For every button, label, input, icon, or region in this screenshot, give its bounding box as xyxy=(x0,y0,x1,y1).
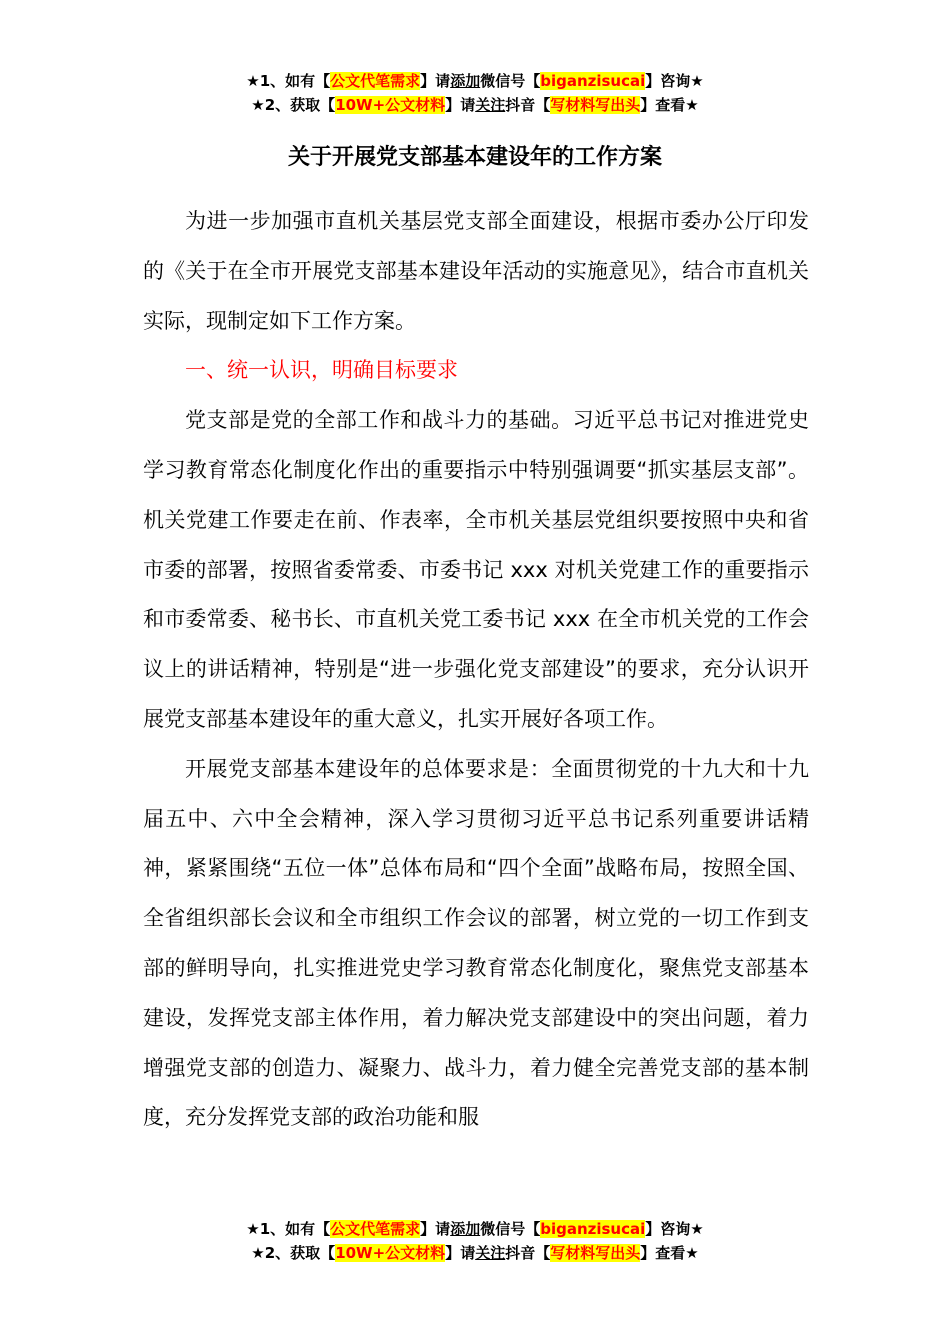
promo-text: 】请 xyxy=(445,96,476,114)
body-paragraph: 开展党支部基本建设年的总体要求是：全面贯彻党的十九大和十九届五中、六中全会精神，深入学习贯彻习近平总书记系列重要讲话精神，紧紧围绕“五位一体”总体布局和“四个全面”战略布局，按照全国、全省组织部长会议和全市组织工作会议的部署，树立党的一切工作到支部的鲜明导向，扎实推进党史学习教育常态化制度化，聚焦党支部基本建设，发挥党支部主体作用，着力解决党支部建设中的突出问题，着力增强党支部的创造力、凝聚力、战斗力，着力健全完善党支部的基本制度，充分发挥党支部的政治功能和服 xyxy=(143,756,809,1130)
promo-douyin-id: 写材料写出头 xyxy=(550,96,641,114)
promo-banner-bottom xyxy=(0,1217,950,1265)
promo-text: 】查看★ xyxy=(640,96,699,114)
document-title: 关于开展党支部基本建设年的工作方案 xyxy=(287,145,662,170)
body-paragraph: 党支部是党的全部工作和战斗力的基础。习近平总书记对推进党史学习教育常态化制度化作出的重要指示中特别强调要“抓实基层支部”。机关党建工作要走在前、作表率，全市机关基层党组织要按照中央和省市委的部署，按照省委常委、市委书记 xxx 对机关党建工作的重要指示和市委常委、秘书长、市直机关党工委书记 xxx 在全市机关党的工作会议上的讲话精神，特别是“进一步强化党支部建设”的要求，充分认识开展党支部基本建设年的重大意义，扎实开展好各项工作。 xyxy=(143,408,809,731)
document-body xyxy=(143,197,809,1143)
promo-text: ★2、获取【 xyxy=(251,96,336,114)
promo-emphasis: 添加 xyxy=(450,1220,481,1238)
promo-emphasis: 添加 xyxy=(450,72,481,90)
intro-paragraph: 为进一步加强市直机关基层党支部全面建设，根据市委办公厅印发的《关于在全市开展党支部基本建设年活动的实施意见》，结合市直机关实际，现制定如下工作方案。 xyxy=(143,209,809,333)
promo-text: 微信号【 xyxy=(480,72,541,90)
promo-line-2 xyxy=(0,93,950,117)
promo-highlight: 10W+公文材料 xyxy=(335,1244,446,1262)
promo-text: 微信号【 xyxy=(480,1220,541,1238)
promo-text: 抖音【 xyxy=(505,96,551,114)
promo-line-1 xyxy=(0,1217,950,1241)
promo-text: ★2、获取【 xyxy=(251,1244,336,1262)
promo-text: 】请 xyxy=(445,1244,476,1262)
promo-text: ★1、如有【 xyxy=(246,72,331,90)
promo-emphasis: 关注 xyxy=(475,96,506,114)
promo-text: 抖音【 xyxy=(505,1244,551,1262)
promo-highlight: 公文代笔需求 xyxy=(330,72,421,90)
promo-highlight: 公文代笔需求 xyxy=(330,1220,421,1238)
section-heading: 一、统一认识，明确目标要求 xyxy=(185,358,458,383)
promo-line-1 xyxy=(0,69,950,93)
promo-line-2 xyxy=(0,1241,950,1265)
promo-wechat-id: biganzisucai xyxy=(540,72,646,90)
promo-text: 】请 xyxy=(420,1220,451,1238)
promo-text: 】咨询★ xyxy=(645,72,704,90)
promo-wechat-id: biganzisucai xyxy=(540,1220,646,1238)
promo-douyin-id: 写材料写出头 xyxy=(550,1244,641,1262)
promo-text: 】查看★ xyxy=(640,1244,699,1262)
promo-text: 】咨询★ xyxy=(645,1220,704,1238)
promo-text: 】请 xyxy=(420,72,451,90)
promo-text: ★1、如有【 xyxy=(246,1220,331,1238)
promo-banner-top xyxy=(0,69,950,117)
promo-highlight: 10W+公文材料 xyxy=(335,96,446,114)
promo-emphasis: 关注 xyxy=(475,1244,506,1262)
